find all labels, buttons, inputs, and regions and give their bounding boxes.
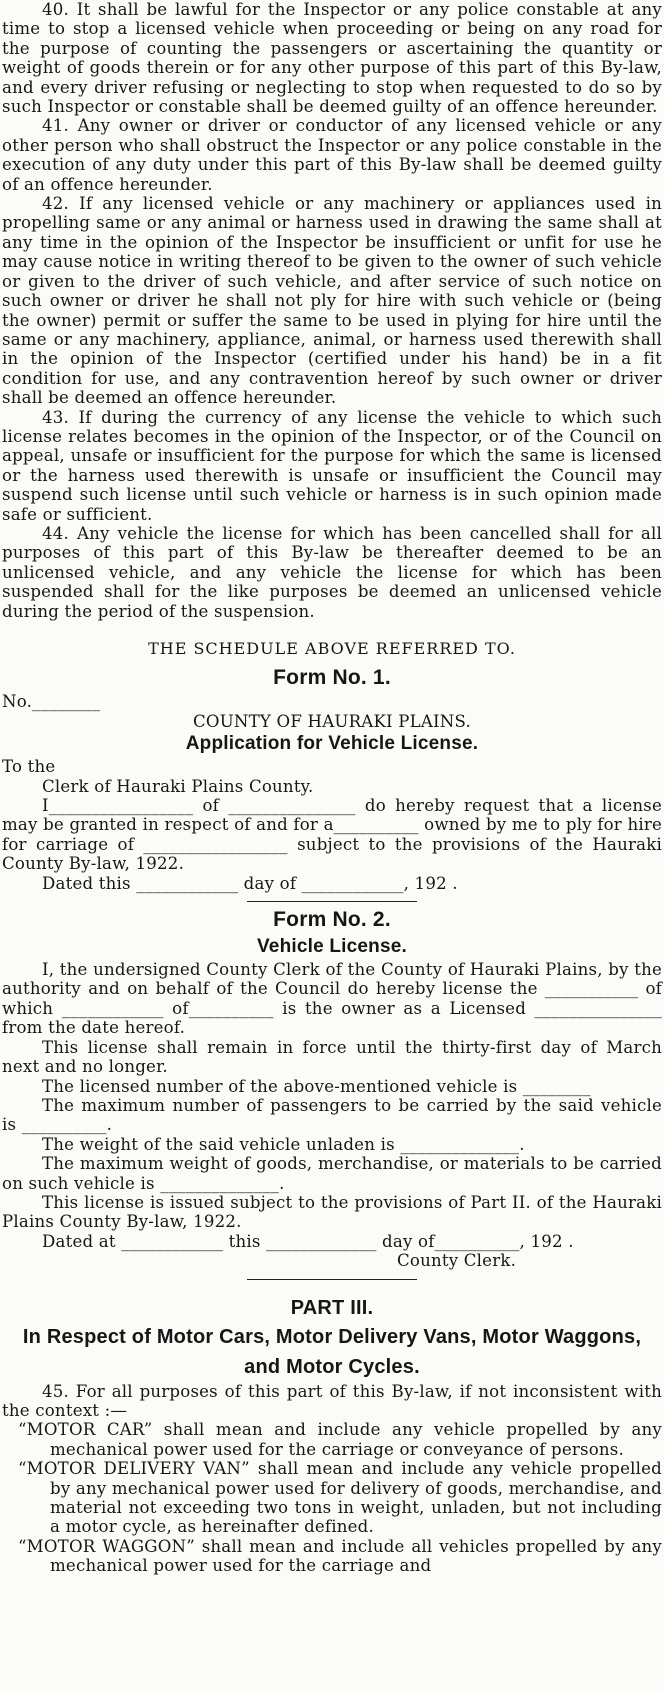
form-2-dated: Dated at ____________ this _____________ day of__________, 192 . [42,1231,574,1251]
clause-42: 42. If any licensed vehicle or any machinery or appliances used in propelling same or any animal or harness used in drawing the same shall at any time in the opinion of the Inspector be insufficient or unfit for use he may cause notice in writing thereof to be given to the owner of such vehicle or given to the driver of such vehicle, and after service of such notice on such owner or driver he shall not ply for hire with such vehicle or (being the owner) permit or suffer the same to be used in plying for hire until the same or any machinery, appliance, animal, or harness used therewith shall in the opinion of the Inspector (certified under his hand) be in a fit condition for use, and any contravention hereof by such owner or driver shall be deemed an offence hereunder. [2,194,662,408]
form-2-title: Form No. 2. [273,908,391,932]
form-1-dated: Dated this ____________ day of ____________, 192 . [42,873,458,893]
definition-motor-car: “MOTOR CAR” shall mean and include any vehicle propelled by any mechanical power used for the carriage or conveyance of persons. [18,1420,662,1459]
part-3-subtitle: In Respect of Motor Cars, Motor Delivery Vans, Motor Waggons, and Motor Cycles. [22,1325,642,1378]
clause-44: 44. Any vehicle the license for which has been cancelled shall for all purposes of this part of this By-law be thereafter deemed to be an unlicensed vehicle, and any vehicle the license for which has been suspended shall for the like purposes be deemed an unlicensed vehicle during the period of the suspension. [2,523,662,621]
form-1-to: To the [2,757,56,777]
part-3 [2,1294,662,1576]
definition-motor-waggon: “MOTOR WAGGON” shall mean and include all vehicles propelled by any mechanical power used for the carriage and [18,1536,662,1576]
section-divider [247,1279,417,1280]
form-2-heading: Vehicle License. [256,936,407,958]
form-2-number: The licensed number of the above-mentioned vehicle is ________ [42,1076,591,1096]
form-2-goods: The maximum weight of goods, merchandise, or materials to be carried on such vehicle is ______________. [2,1154,662,1193]
form-1 [2,664,662,893]
form-2-weight: The weight of the said vehicle unladen is ______________. [42,1134,525,1154]
form-2-remain: This license shall remain in force until the thirty-first day of March next and no longer. [2,1037,662,1077]
schedule-heading: THE SCHEDULE ABOVE REFERRED TO. [148,639,516,658]
form-2-passengers: The maximum number of passengers to be carried by the said vehicle is __________. [2,1095,662,1135]
form-2-body: I, the undersigned County Clerk of the County of Hauraki Plains, by the authority and on behalf of the Council do hereby license the ___________ of which ____________ of__________ is the owner as a Licensed _______________ from the date hereof. [2,960,662,1038]
clause-43: 43. If during the currency of any license the vehicle to which such license relates becomes in the opinion of the Inspector, or of the Council on appeal, unsafe or insufficient for the purpose for which the same is licensed or the harness used therewith is unsafe or insufficient the Council may suspend such license until such vehicle or harness is in such opinion made safe or sufficient. [2,407,662,524]
clause-45: 45. For all purposes of this part of this By-law, if not inconsistent with the context :— [2,1381,662,1420]
form-1-number: No.________ [2,692,101,712]
clause-41: 41. Any owner or driver or conductor of any licensed vehicle or any other person who shall obstruct the Inspector or any police constable in the execution of any duty under this part of this By-law shall be deemed guilty of an offence hereunder. [2,116,662,194]
form-2 [2,906,662,1271]
form-2-signature: County Clerk. [397,1251,517,1271]
form-1-title: Form No. 1. [273,666,391,690]
form-1-clerk: Clerk of Hauraki Plains County. [42,776,314,796]
form-1-body: I_________________ of _______________ do hereby request that a license may be granted in respect of and for a__________ owned by me to ply for hire for carriage of _________________ subject to the provisions of the Hauraki County By-law, 1922. [2,796,662,874]
form-1-county: COUNTY OF HAURAKI PLAINS. [193,711,471,731]
section-divider [247,901,417,902]
part-3-title: PART III. [290,1296,374,1319]
form-1-heading: Application for Vehicle License. [185,733,479,755]
form-2-subject: This license is issued subject to the provisions of Part II. of the Hauraki Plains County By-law, 1922. [2,1192,662,1232]
clause-40: 40. It shall be lawful for the Inspector or any police constable at any time to stop a licensed vehicle when proceeding or being on any road for the purpose of counting the passengers or ascertaining the quantity or weight of goods therein or for any other purpose of this part of this By-law, and every driver refusing or neglecting to stop when requested to do so by such Inspector or constable shall be deemed guilty of an offence hereunder. [2,0,662,117]
text-column [2,0,662,1576]
definition-motor-delivery-van: “MOTOR DELIVERY VAN” shall mean and include any vehicle propelled by any mechanical power used for delivery of goods, merchandise, and material not exceeding two tons in weight, unladen, but not including a motor cycle, as hereinafter defined. [18,1459,662,1537]
